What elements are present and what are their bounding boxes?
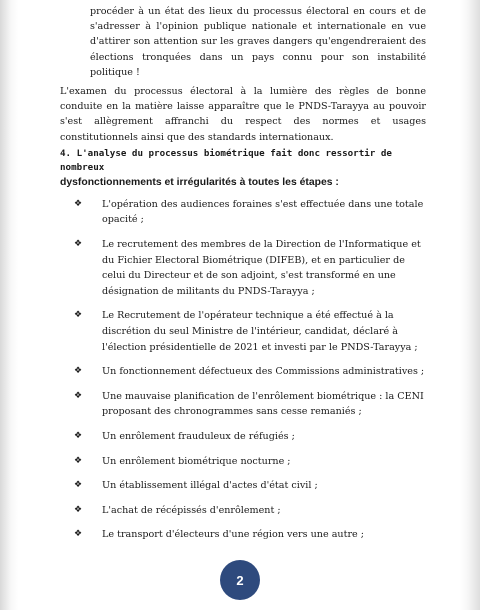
list-item — [74, 364, 426, 380]
list-item-text: Un établissement illégal d'actes d'état civil ; — [102, 480, 318, 492]
diamond-bullet-icon: ❖ — [74, 455, 83, 466]
diamond-bullet-icon: ❖ — [74, 198, 83, 209]
page-shadow-right — [460, 0, 480, 610]
list-item — [74, 197, 426, 228]
list-item — [74, 237, 426, 299]
analysis-paragraph: L'examen du processus électoral à la lumière des règles de bonne conduite en la matière laisse apparaître que le PNDS-Tarayya au pouvoir s'est allègrement affranchi du respect des normes et usages constitutionnels ainsi que des standards internationaux. — [60, 86, 426, 143]
diamond-bullet-icon: ❖ — [74, 504, 83, 515]
page-shadow-left — [0, 0, 18, 610]
list-item — [74, 429, 426, 445]
diamond-bullet-icon: ❖ — [74, 480, 83, 491]
issues-list — [60, 197, 426, 543]
list-item — [74, 389, 426, 420]
list-item — [74, 454, 426, 470]
list-item-text: Le Recrutement de l'opérateur technique a été effectué à la discrétion du seul Ministre de l'intérieur, candidat, déclaré à l'élection présidentielle de 2021 et investi par le PNDS-Tarayya ; — [102, 310, 418, 353]
intro-paragraph: procéder à un état des lieux du processus électoral en cours et de s'adresser à l'opinion publique nationale et internationale en vue d'attirer son attention sur les graves dangers qu'engendreraient des élections tronquées dans un pays connu pour son instabilité politique ! — [90, 6, 426, 78]
list-item-text: L'achat de récépissés d'enrôlement ; — [102, 504, 281, 516]
diamond-bullet-icon: ❖ — [74, 239, 83, 250]
list-item-text: Le recrutement des membres de la Direction de l'Informatique et du Fichier Electoral Biométrique (DIFEB), et en particulier de celui du Directeur et de son adjoint, s'est transformé en une désignation de militants du PNDS-Tarayya ; — [102, 239, 421, 297]
page-number-badge: 2 — [220, 560, 260, 600]
list-item — [74, 503, 426, 519]
list-item-text: Un fonctionnement défectueux des Commissions administratives ; — [102, 366, 425, 378]
diamond-bullet-icon: ❖ — [74, 390, 83, 401]
list-item-text: Un enrôlement biométrique nocturne ; — [102, 455, 291, 467]
list-item — [74, 478, 426, 494]
diamond-bullet-icon: ❖ — [74, 430, 83, 441]
document-body — [60, 4, 426, 552]
list-item — [74, 308, 426, 355]
list-item-text: Une mauvaise planification de l'enrôlement biométrique : la CENI proposant des chronogrammes sans cesse remaniés ; — [102, 390, 424, 418]
diamond-bullet-icon: ❖ — [74, 366, 83, 377]
list-item-text: Le transport d'électeurs d'une région vers une autre ; — [102, 529, 364, 541]
list-item — [74, 527, 426, 543]
diamond-bullet-icon: ❖ — [74, 529, 83, 540]
section-subheading: dysfonctionnements et irrégularités à toutes les étapes : — [60, 176, 339, 188]
diamond-bullet-icon: ❖ — [74, 310, 83, 321]
list-item-text: L'opération des audiences foraines s'est effectuée dans une totale opacité ; — [102, 198, 424, 226]
list-item-text: Un enrôlement frauduleux de réfugiés ; — [102, 430, 295, 442]
section-heading: 4. L'analyse du processus biométrique fait donc ressortir de nombreux — [60, 147, 392, 173]
